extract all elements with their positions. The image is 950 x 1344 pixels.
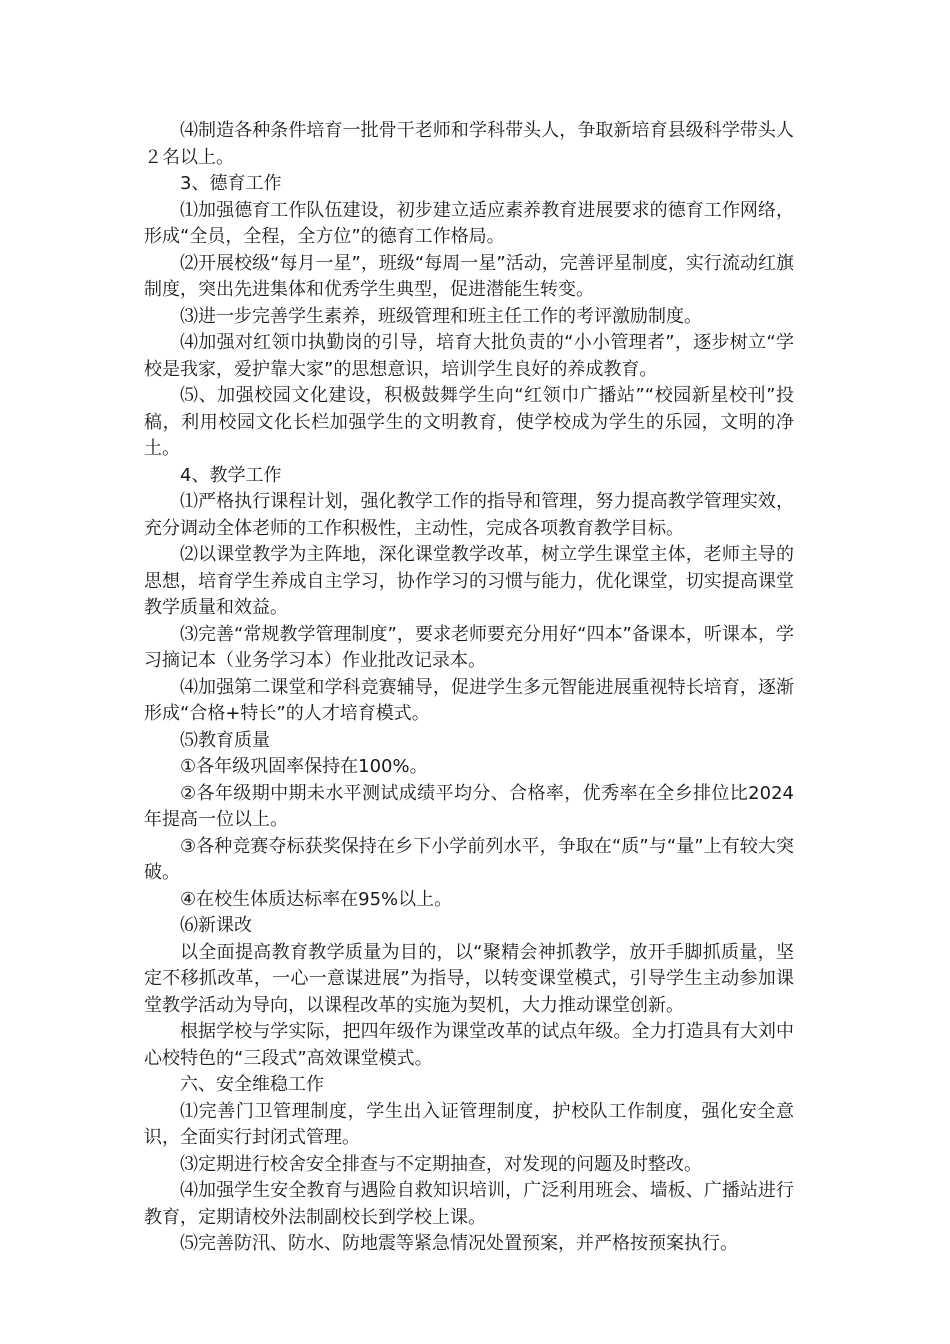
quality-item-3: ③各种竞赛夺标获奖保持在乡下小学前列水平，争取在“质”与“量”上有较大突破。 [144,835,794,883]
paragraph-moral-3: ⑶进一步完善学生素养，班级管理和班主任工作的考评激励制度。 [180,305,702,327]
section-heading-moral-education: 3、德育工作 [180,173,282,194]
paragraph-teaching-3: ⑶完善“常规教学管理制度”，要求老师要充分用好“四本”备课本，听课本，学习摘记本（业务学习本）作业批改记录本。 [144,623,794,671]
subheading-new-curriculum: ⑹新课改 [180,915,252,936]
paragraph-moral-4: ⑷加强对红领巾执勤岗的引导，培育大批负责的“小小管理者”，逐步树立“学校是我家，爱护靠大家”的思想意识，培训学生良好的养成教育。 [144,332,794,380]
section-heading-safety: 六、安全维稳工作 [180,1074,324,1095]
paragraph-teaching-1: ⑴严格执行课程计划，强化教学工作的指导和管理，努力提高教学管理实效，充分调动全体老师的工作积极性，主动性，完成各项教育教学目标。 [144,491,794,539]
paragraph-safety-1: ⑴完善门卫管理制度，学生出入证管理制度，护校队工作制度，强化安全意识，全面实行封闭式管理。 [144,1100,794,1148]
section-heading-teaching: 4、教学工作 [180,464,282,486]
quality-item-2: ②各年级期中期未水平测试成绩平均分、合格率，优秀率在全乡排位比2024年提高一位以上。 [144,782,794,830]
subheading-education-quality: ⑸教育质量 [180,729,270,751]
quality-item-4: ④在校生体质达标率在95%以上。 [180,888,453,910]
paragraph-item-4-teachers: ⑷制造各种条件培育一批骨干老师和学科带头人，争取新培育县级科学带头人２名以上。 [144,120,794,168]
paragraph-curriculum-2: 根据学校与学实际，把四年级作为课堂改革的试点年级。全力打造具有大刘中心校特色的“三段式”高效课堂模式。 [144,1021,794,1069]
paragraph-moral-2: ⑵开展校级“每月一星”，班级“每周一星”活动，完善评星制度，实行流动红旗制度，突出先进集体和优秀学生典型，促进潜能生转变。 [144,252,794,300]
paragraph-curriculum-1: 以全面提高教育教学质量为目的，以“聚精会神抓教学，放开手脚抓质量，坚定不移抓改革，一心一意谋进展”为指导，以转变课堂模式，引导学生主动参加课堂教学活动为导向，以课程改革的实施为契机，大力推动课堂创新。 [144,941,794,1016]
paragraph-moral-5: ⑸、加强校园文化建设，积极鼓舞学生向“红领巾广播站”“校园新星校刊”投稿，利用校园文化长栏加强学生的文明教育，使学校成为学生的乐园，文明的净土。 [144,385,794,459]
paragraph-safety-3: ⑶定期进行校舍安全排查与不定期抽查，对发现的问题及时整改。 [180,1153,702,1175]
paragraph-moral-1: ⑴加强德育工作队伍建设，初步建立适应素养教育进展要求的德育工作网络，形成“全员，全程，全方位”的德育工作格局。 [144,199,794,247]
paragraph-safety-4: ⑷加强学生安全教育与遇险自救知识培训，广泛利用班会、墙板、广播站进行教育，定期请校外法制副校长到学校上课。 [144,1180,794,1228]
quality-item-1: ①各年级巩固率保持在100%。 [180,756,428,777]
document-body [144,118,794,1258]
paragraph-teaching-4: ⑷加强第二课堂和学科竞赛辅导，促进学生多元智能进展重视特长培育，逐渐形成“合格+特长”的人才培育模式。 [144,676,794,724]
paragraph-teaching-2: ⑵以课堂教学为主阵地，深化课堂教学改革，树立学生课堂主体，老师主导的思想，培育学生养成自主学习，协作学习的习惯与能力，优化课堂，切实提高课堂教学质量和效益。 [144,544,794,618]
paragraph-safety-5: ⑸完善防汛、防水、防地震等紧急情况处置预案，并严格按预案执行。 [180,1233,738,1254]
